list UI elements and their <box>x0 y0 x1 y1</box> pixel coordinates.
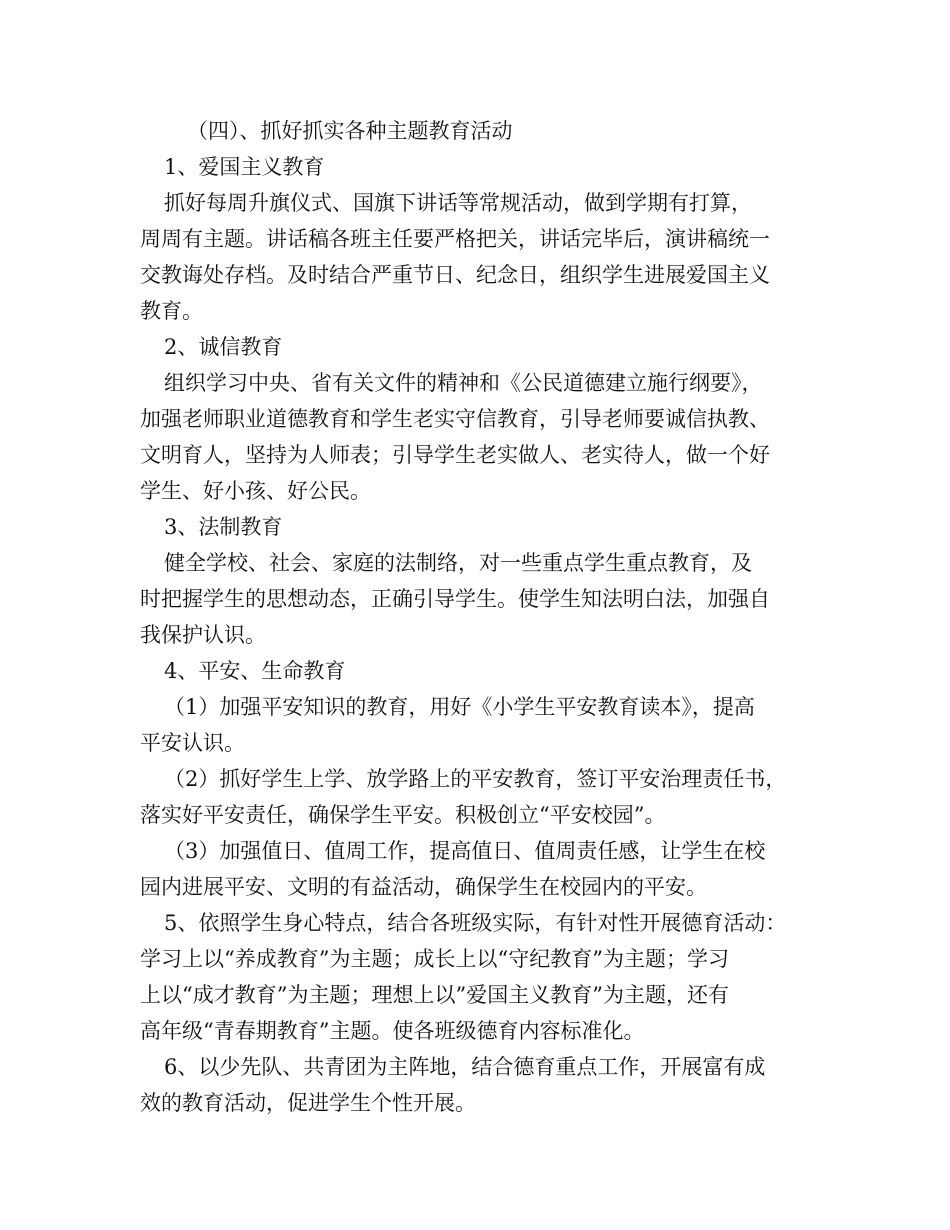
paragraph-line: 落实好平安责任，确保学生平安。积极创立“平安校园”。 <box>140 803 666 827</box>
paragraph-line: 园内进展平安、文明的有益活动，确保学生在校园内的平安。 <box>140 875 707 899</box>
paragraph-line: 文明育人，坚持为人师表；引导学生老实做人、老实待人，做一个好 <box>140 443 770 467</box>
paragraph-line: 抓好每周升旗仪式、国旗下讲话等常规活动，做到学期有打算， <box>164 191 752 215</box>
paragraph-line: 效的教育活动，促进学生个性开展。 <box>140 1091 476 1115</box>
paragraph-line: 平安认识。 <box>140 731 245 755</box>
paragraph-line: 高年级“青春期教育”主题。使各班级德育内容标准化。 <box>140 1019 645 1043</box>
paragraph-line: 学生、好小孩、好公民。 <box>140 479 371 503</box>
paragraph-line: （1）加强平安知识的教育，用好《小学生平安教育读本》，提高 <box>164 695 755 719</box>
paragraph-line: （2）抓好学生上学、放学路上的平安教育，签订平安治理责任书， <box>164 767 787 791</box>
item-title: 4、平安、生命教育 <box>164 659 346 683</box>
item-title: 2、诚信教育 <box>164 335 283 359</box>
paragraph-line: 我保护认识。 <box>140 623 266 647</box>
item-title: 1、爱国主义教育 <box>164 155 325 179</box>
item-title: 3、法制教育 <box>164 515 283 539</box>
paragraph-line: 教育。 <box>140 299 203 323</box>
paragraph-line: 组织学习中央、省有关文件的精神和《公民道德建立施行纲要》， <box>164 371 763 395</box>
paragraph-line: 6、以少先队、共青团为主阵地，结合德育重点工作，开展富有成 <box>164 1055 766 1079</box>
paragraph-line: 周周有主题。讲话稿各班主任要严格把关，讲话完毕后，演讲稿统一 <box>140 227 770 251</box>
paragraph-line: 时把握学生的思想动态，正确引导学生。使学生知法明白法，加强自 <box>140 587 770 611</box>
paragraph-line: （3）加强值日、值周工作，提高值日、值周责任感，让学生在校 <box>164 839 766 863</box>
paragraph-line: 5、依照学生身心特点，结合各班级实际，有针对性开展德育活动： <box>164 911 787 935</box>
paragraph-line: 加强老师职业道德教育和学生老实守信教育，引导老师要诚信执教、 <box>140 407 770 431</box>
section-heading: （四）、抓好抓实各种主题教育活动 <box>187 119 513 143</box>
paragraph-line: 交教诲处存档。及时结合严重节日、纪念日，组织学生进展爱国主义 <box>140 263 770 287</box>
paragraph-line: 上以“成才教育”为主题；理想上以”爱国主义教育”为主题，还有 <box>140 983 729 1007</box>
paragraph-line: 健全学校、社会、家庭的法制络，对一些重点学生重点教育，及 <box>164 551 752 575</box>
paragraph-line: 学习上以“养成教育”为主题；成长上以“守纪教育”为主题；学习 <box>140 947 729 971</box>
